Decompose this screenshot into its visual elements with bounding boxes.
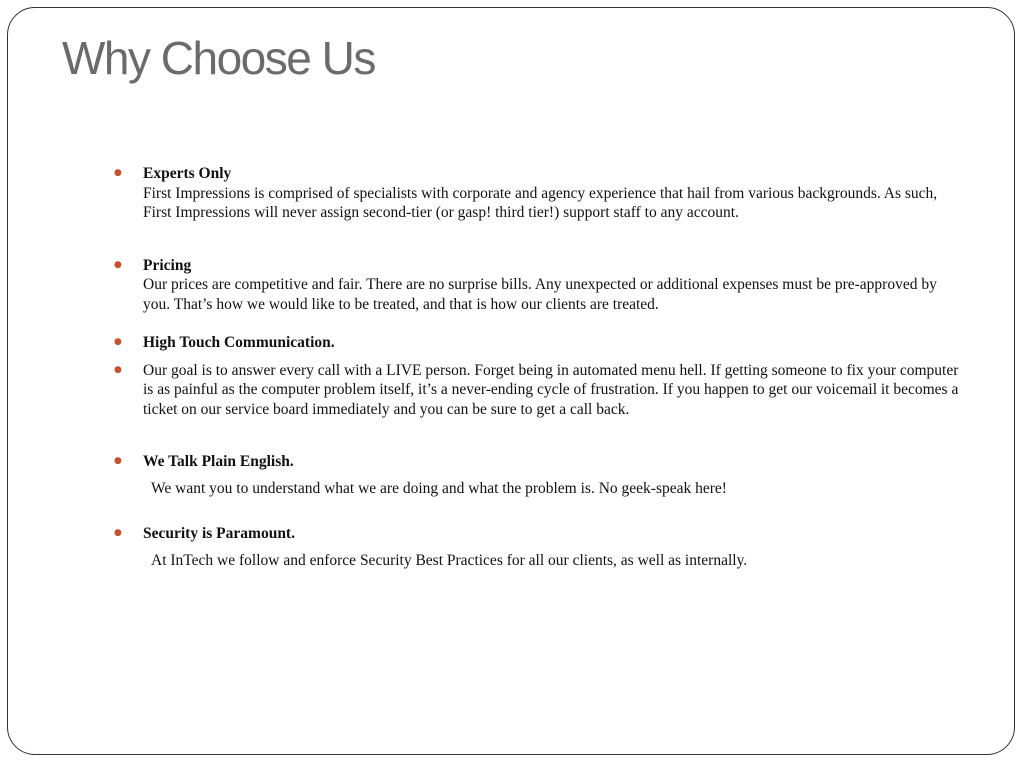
item-body: Our prices are competitive and fair. There are no surprise bills. Any unexpected or additional expenses must be pre-approved by you. That’s how we would like to be treated, and that is how our clients are treated. [143, 276, 937, 313]
item-heading: Security is Paramount. [143, 525, 295, 542]
item-body: First Impressions is comprised of specialists with corporate and agency experience that hail from various backgrounds. As such, First Impressions will never assign second-tier (or gasp! third tier!) support staff to any account. [143, 184, 938, 221]
item-body: At InTech we follow and enforce Security Best Practices for all our clients, as well as internally. [151, 551, 748, 569]
bullet-icon: ● [114, 364, 122, 375]
bullet-list [112, 164, 962, 570]
list-item-experts [112, 164, 962, 223]
item-heading: We Talk Plain English. [143, 453, 294, 470]
item-heading: High Touch Communication. [143, 334, 335, 351]
bullet-icon: ● [114, 259, 122, 270]
list-item-communication [112, 333, 962, 353]
list-item-plain-english [112, 452, 962, 498]
bullet-icon: ● [114, 456, 122, 466]
bullet-icon: ● [114, 528, 122, 538]
bullet-icon: ● [114, 337, 122, 347]
bullet-icon: ● [114, 168, 122, 178]
list-item-pricing [112, 256, 962, 315]
item-heading: Pricing [143, 256, 192, 274]
list-item-security [112, 524, 962, 570]
slide-title: Why Choose Us [62, 32, 375, 84]
item-body: We want you to understand what we are doing and what the problem is. No geek-speak here! [151, 479, 727, 497]
item-body: Our goal is to answer every call with a LIVE person. Forget being in automated menu hell. If getting someone to fix your computer is as painful as the computer problem itself, it’s a never-ending cycle of frustration. If you happen to get our voicemail it becomes a ticket on our service board immediately and you can be sure to get a call back. [143, 361, 959, 418]
list-item-communication-detail [112, 361, 962, 420]
item-heading: Experts Only [143, 165, 232, 182]
